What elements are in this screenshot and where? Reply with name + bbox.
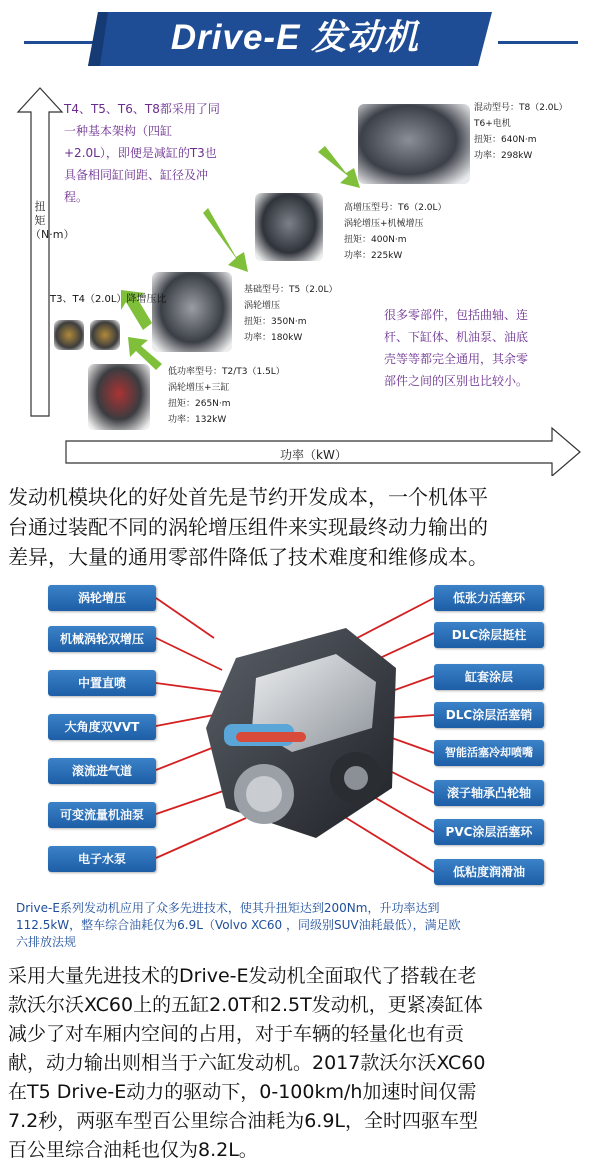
spec-line: 功率：225kW <box>344 251 403 261</box>
spec-line: 涡轮增压+三缸 <box>168 383 230 393</box>
shared-parts-note <box>384 304 528 392</box>
y-axis-label: 扭矩（N·m） <box>30 200 75 241</box>
engine-image-t5 <box>152 272 232 352</box>
engine-lineup-diagram <box>0 0 600 476</box>
paragraph-line: 差异，大量的通用零部件降低了技术难度和维修成本。 <box>8 545 488 569</box>
paragraph-line: 款沃尔沃XC60上的五缸2.0T和2.5T发动机，更紧凑缸体 <box>8 994 483 1016</box>
spec-line: 涡轮增压 <box>244 301 281 311</box>
feature-tag-piston-ring: 低张力活塞环 <box>434 585 544 611</box>
spec-line: 扭矩：640N·m <box>474 135 537 145</box>
note-line: 杆、下缸体、机油泵、油底 <box>384 330 529 344</box>
note-line: 很多零部件，包括曲轴、连 <box>384 308 529 322</box>
spec-line: 基础型号：T5（2.0L） <box>244 285 338 295</box>
spec-line: 混动型号：T8（2.0L） <box>474 103 568 113</box>
engine-image-t6 <box>255 193 323 261</box>
caption-line: Drive-E系列发动机应用了众多先进技术，使其升扭矩达到200Nm，升功率达到 <box>16 901 440 915</box>
engine-image-t2 <box>88 364 150 430</box>
paragraph-modular-benefits <box>8 482 594 572</box>
spec-line: 扭矩：350N·m <box>244 317 307 327</box>
note-line: T4、T5、T6、T8都采用了同 <box>64 102 220 116</box>
drive-e-engine-image <box>196 618 406 848</box>
feature-tag-electric-water-pump: 电子水泵 <box>48 846 156 872</box>
paragraph-line: 献，动力输出则相当于六缸发动机。2017款沃尔沃XC60 <box>8 1052 486 1074</box>
spec-line: 扭矩：265N·m <box>168 399 231 409</box>
spec-line: 低功率型号：T2/T3（1.5L） <box>168 367 285 377</box>
feature-tag-vvt: 大角度双VVT <box>48 714 156 740</box>
architecture-note <box>64 98 220 208</box>
paragraph-line: 7.2秒，两驱车型百公里综合油耗为6.9L，全时四驱车型 <box>8 1110 479 1132</box>
spec-line: T6+电机 <box>474 119 511 129</box>
feature-tag-pvc-ring: PVC涂层活塞环 <box>434 819 544 845</box>
spec-t5 <box>244 282 338 346</box>
spec-line: 涡轮增压+机械增压 <box>344 219 424 229</box>
feature-tag-tumble-intake: 滚流进气道 <box>48 758 156 784</box>
feature-tag-variable-oil-pump: 可变流量机油泵 <box>48 802 156 828</box>
feature-tag-low-viscosity-oil: 低粘度润滑油 <box>434 859 544 885</box>
feature-tag-turbo: 涡轮增压 <box>48 585 156 611</box>
paragraph-line: 在T5 Drive-E动力的驱动下，0-100km/h加速时间仅需 <box>8 1081 477 1103</box>
note-line: 程。 <box>64 190 89 204</box>
features-diagram <box>0 578 600 958</box>
feature-tag-twin-charge: 机械涡轮双增压 <box>48 626 156 652</box>
feature-tag-roller-camshaft: 滚子轴承凸轮轴 <box>434 780 544 806</box>
spec-t6 <box>344 200 447 264</box>
paragraph-line: 采用大量先进技术的Drive-E发动机全面取代了搭载在老 <box>8 965 477 987</box>
engine-image-t8 <box>358 104 470 184</box>
paragraph-line: 台通过装配不同的涡轮增压组件来实现最终动力输出的 <box>8 515 488 539</box>
spec-t8 <box>474 100 568 164</box>
page-title: Drive-E 发动机 <box>170 18 420 57</box>
engine-image-t3 <box>54 320 84 350</box>
note-line: 一种基本架构（四缸 <box>64 124 173 138</box>
caption-line: 六排放法规 <box>16 935 77 949</box>
spec-line: 功率：132kW <box>168 415 227 425</box>
paragraph-line: 减少了对车厢内空间的占用，对于车辆的轻量化也有贡 <box>8 1023 465 1045</box>
spec-line: 扭矩：400N·m <box>344 235 407 245</box>
caption-line: 112.5kW，整车综合油耗仅为6.9L（Volvo XC60 ，同级别SUV油耗最低），满足欧 <box>16 918 461 932</box>
x-axis-label: 功率（kW） <box>280 448 347 462</box>
feature-tag-liner-coating: 缸套涂层 <box>434 664 544 690</box>
note-line: +2.0L），即便是减缸的T3也 <box>64 146 217 160</box>
spec-line: 功率：180kW <box>244 333 303 343</box>
paragraph-xc60-engine <box>8 962 594 1165</box>
spec-t2t3 <box>168 364 285 428</box>
feature-tag-central-injection: 中置直喷 <box>48 670 156 696</box>
feature-tag-dlc-tappet: DLC涂层挺柱 <box>434 622 544 648</box>
features-caption <box>16 900 588 951</box>
t3-t4-label: T3、T4（2.0L）降增压比 <box>50 294 167 305</box>
note-line: 部件之间的区别也比较小。 <box>384 374 529 388</box>
feature-tag-cooling-jet: 智能活塞冷却喷嘴 <box>434 740 544 766</box>
paragraph-line: 发动机模块化的好处首先是节约开发成本，一个机体平 <box>8 485 488 509</box>
feature-tag-dlc-pin: DLC涂层活塞销 <box>434 702 544 728</box>
engine-image-t4 <box>90 320 120 350</box>
spec-line: 功率：298kW <box>474 151 533 161</box>
note-line: 壳等等都完全通用，其余零 <box>384 352 529 366</box>
note-line: 具备相同缸间距、缸径及冲 <box>64 168 209 182</box>
spec-line: 高增压型号：T6（2.0L） <box>344 203 447 213</box>
paragraph-line: 百公里综合油耗也仅为8.2L。 <box>8 1139 258 1161</box>
